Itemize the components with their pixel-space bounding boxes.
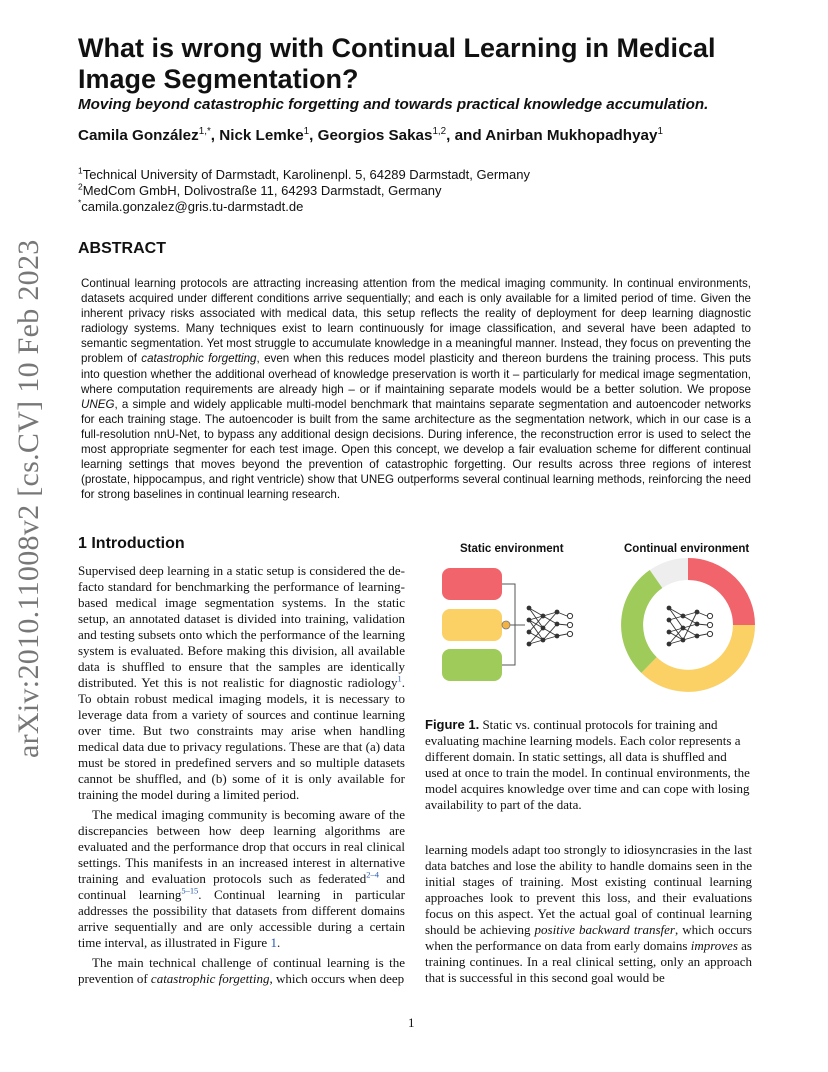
domain-box-green bbox=[442, 649, 502, 681]
figure-1-caption bbox=[425, 717, 753, 813]
paragraph-text: . Continual learning in particular addresses the possibility that datasets from different domains arrive sequentially and are only accessible during a certain time interval, as illustrated in Figure bbox=[78, 887, 405, 950]
domain-box-red bbox=[442, 568, 502, 600]
paragraph bbox=[78, 807, 405, 951]
paper-title: What is wrong with Continual Learning in Medical Image Segmentation? bbox=[78, 33, 716, 94]
page-number: 1 bbox=[408, 1015, 415, 1030]
author-affil-mark: 1 bbox=[657, 125, 663, 137]
right-column bbox=[425, 842, 752, 986]
author-separator: , bbox=[210, 127, 220, 144]
email-text[interactable]: camila.gonzalez@gris.tu-darmstadt.de bbox=[81, 199, 304, 214]
paragraph-text: learning models adapt too strongly to idiosyncrasies in the last data batches and lose the ability to handle domains seen in the initial stages of training. Most existing continual learning approaches look to prevent this loss, and their evaluations focus on this aspect. Yet the actual goal of continual learning should be achieving bbox=[425, 842, 752, 937]
paragraph bbox=[78, 955, 405, 987]
ring-segment-green bbox=[632, 579, 656, 665]
paragraph-text: and continual learning bbox=[78, 871, 405, 902]
author-separator: , and bbox=[446, 127, 486, 144]
affiliation-mark: 2 bbox=[78, 181, 83, 192]
ring-segment-red bbox=[688, 569, 744, 625]
emphasis: improves bbox=[690, 938, 738, 953]
affiliation-mark: * bbox=[78, 197, 82, 208]
author-name: Nick Lemke bbox=[219, 127, 304, 144]
abstract-part: , even when this reduces model plasticity and thereon burdens the training process. This puts into question whether the additional overhead of knowledge preservation is worth it – particularly for medical image segmentation, where computation requirements are already high – or if maintaining separate models would be a better solution. We propose bbox=[81, 352, 752, 396]
section-heading-introduction: 1 Introduction bbox=[78, 535, 185, 552]
paragraph-text: as training continues. In a real clinical setting, only an approach that is successful in this second goal would be bbox=[425, 938, 752, 985]
citation-link[interactable]: 5–15 bbox=[181, 885, 199, 896]
continual-ring bbox=[632, 569, 744, 681]
figure-1-illustration bbox=[425, 536, 765, 706]
author-separator: , bbox=[309, 127, 318, 144]
caption-label: Figure 1. bbox=[425, 717, 480, 732]
abstract-emphasis: catastrophic forgetting bbox=[141, 352, 257, 366]
ring-segment-yellow bbox=[649, 625, 744, 681]
author-name: Anirban Mukhopadhyay bbox=[485, 127, 658, 144]
neural-network-icon-continual bbox=[667, 606, 713, 647]
domain-box-yellow bbox=[442, 609, 502, 641]
author-list bbox=[78, 127, 663, 144]
abstract-heading: ABSTRACT bbox=[78, 240, 166, 257]
emphasis: positive backward transfer bbox=[534, 922, 675, 937]
affiliation bbox=[78, 183, 442, 198]
paragraph-text: , which occurs when deep bbox=[269, 971, 405, 986]
emphasis: catastrophic forgetting bbox=[150, 971, 270, 986]
left-column bbox=[78, 563, 405, 987]
caption-text: Static vs. continual protocols for training and evaluating machine learning models. Each color represents a different domain. In static settings, all data is shuffled and used at once to train the model. In continual environments, the model acquires knowledge over time and can cope with losing availability to part of the data. bbox=[425, 717, 750, 812]
contact-email bbox=[78, 199, 303, 214]
author-affil-mark: 1 bbox=[303, 125, 310, 137]
affiliation-mark: 1 bbox=[78, 165, 83, 176]
affiliation-text: Technical University of Darmstadt, Karolinenpl. 5, 64289 Darmstadt, Germany bbox=[82, 167, 530, 182]
neural-network-icon-static bbox=[527, 606, 573, 647]
paper-subtitle: Moving beyond catastrophic forgetting and towards practical knowledge accumulation. bbox=[78, 96, 709, 113]
abstract-text bbox=[81, 276, 751, 502]
author-affil-mark: 1,2 bbox=[432, 125, 447, 137]
label-static-environment: Static environment bbox=[460, 543, 564, 555]
arxiv-stamp: arXiv:2010.11008v2 [cs.CV] 10 Feb 2023 bbox=[12, 239, 45, 758]
figure-reference-link[interactable]: 1 bbox=[270, 935, 277, 950]
label-continual-environment: Continual environment bbox=[624, 543, 750, 555]
paragraph-text: , which occurs when the performance on data from early domains bbox=[425, 922, 752, 953]
citation-link[interactable]: 1 bbox=[397, 673, 402, 684]
author-affil-mark: 1,* bbox=[198, 125, 211, 137]
paragraph-text: The medical imaging community is becoming aware of the discrepancies between how deep learning algorithms are evaluated and the performance drop that occurs in real clinical settings. This manifests in an increased interest in alternative training and evaluation protocols such as federated bbox=[78, 807, 405, 886]
paragraph-text: . bbox=[276, 935, 281, 950]
paragraph-text: The main technical challenge of continual learning is the prevention of bbox=[78, 955, 405, 986]
author-name: Camila González bbox=[78, 127, 199, 144]
paragraph bbox=[78, 563, 405, 803]
paragraph bbox=[425, 842, 752, 986]
affiliation-text: MedCom GmbH, Dolivostraße 11, 64293 Darmstadt, Germany bbox=[82, 183, 442, 198]
abstract-part: Continual learning protocols are attracting increasing attention from the medical imaging community. In continual environments, datasets acquired under different conditions arrive sequentially; and each is only available for a limited period of time. Given the inherent privacy risks associated with medical data, this setup reflects the reality of deployment for deep learning diagnostic radiology systems. Many techniques exist to learn continuously for image classification, and several have been adapted to semantic segmentation. Yet most struggle to accumulate knowledge in a meaningful manner. Instead, they focus on preventing the problem of bbox=[81, 277, 751, 366]
abstract-emphasis: UNEG bbox=[81, 397, 115, 411]
paragraph-text: Supervised deep learning in a static setup is considered the de-facto standard for benchmarking the performance of learning-based medical image segmentation systems. In the static setup, an annotated dataset is divided into training, validation and testing subsets onto which the performance of the learning system is evaluated. Before making this division, all available data is shuffled to ensure that the samples are identically distributed. Yet this is not realistic for diagnostic radiology bbox=[78, 563, 405, 690]
citation-link[interactable]: 2–4 bbox=[366, 869, 379, 880]
abstract-part: , a simple and widely applicable multi-model benchmark that maintains separate segmentation and autoencoder networks for each training stage. The autoencoder is built from the same architecture as the segmentation network, which in our case is a full-resolution nnU-Net, to bypass any additional design decisions. During inference, the reconstruction error is used to select the most appropriate segmenter for each test image. Open this concept, we develop a fair evaluation scheme for different continual learning settings that moves beyond the prevention of catastrophic forgetting. Our results across three regions of interest (prostate, hippocampus, and right ventricle) show that UNEG outperforms several continual learning methods, reinforcing the need for strong baselines in continual learning research. bbox=[81, 397, 751, 502]
paragraph-text: . To obtain robust medical imaging models, it is necessary to leverage data from a variety of sources and continue learning over time. But two constraints may arise when handling medical data due to privacy regulations. These are that (a) data must be stored in predefined servers and so multiple datasets cannot be shuffled, and (b) some of it is only available for training the model during a limited period. bbox=[78, 675, 405, 802]
affiliation bbox=[78, 167, 530, 182]
merge-junction bbox=[502, 621, 510, 629]
author-name: Georgios Sakas bbox=[317, 127, 433, 144]
